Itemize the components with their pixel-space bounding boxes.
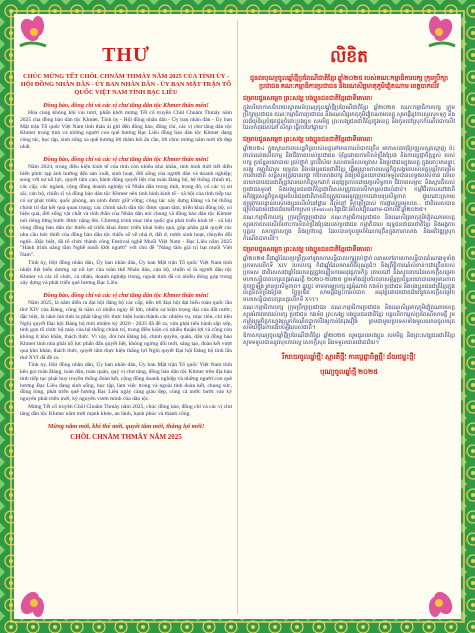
paragraph-khmer: ក្នុងបរិយាកាសរីករាយស្វាគមន៍បុណ្យចូលឆ្នាំថ្មីប្រពៃណីជាតិខ្មែរ ឆ្នាំ២០២៥ គណៈកម្មាធិការបក្ស ក្រុមប្រឹក្សាប្រជាជន គណៈកម្មាធិការប្រជាជន និងរណសិរ្សមាតុភូមិវៀតណាមខេត្ត សូមផ្ញើនូវការសួរសុខទុក្ខ និងពរជ័យដ៏ល្អបំផុតជូនចំពោះបងប្អូន សមមិត្ត ព្រះសង្ឃជនជាតិខ្មែរក្នុងខេត្ត និងកូនចៅស្រុកកំណើតបាកលីវដែលកំពុងរស់នៅ សិក្សា ធ្វើការនៅឆ្ងាយ។	[243, 105, 455, 132]
paragraph: Hòa cùng không khí vui tươi, phấn khởi mừng Tết cổ truyền Chôl Chnăm Thmây năm 2025 của đồng bào dân tộc Khmer, Tỉnh ủy - Hội đồng nhân dân - Ủy ban nhân dân - Ủy ban Mặt trận Tổ quốc Việt Nam tỉnh thân ái gửi đến đồng bào, đồng chí, các vị chư tăng dân tộc Khmer trong tỉnh và những người con quê hương Bạc Liêu đồng bào dân tộc Khmer đang công tác, học tập, sinh sống xa quê hương lời thăm hỏi ân cần, lời chúc mừng năm mới tốt đẹp nhất.	[20, 110, 232, 150]
paragraph: Tỉnh ủy, Hội đồng nhân dân, Ủy ban nhân dân, Ủy ban Mặt trận Tổ quốc Việt Nam tỉnh nhiệt liệt biểu dương sự nỗ lực của toàn thể Nhân dân, cán bộ, chiến sĩ là người dân tộc Khmer và các tổ chức, cá nhân, doanh nghiệp trong, ngoài tỉnh đã có nhiều đóng góp trong xây dựng và phát triển quê hương Bạc Liêu.	[20, 259, 232, 287]
closing-slogan: Mừng năm mới, khí thế mới, quyết tâm mới, thắng lợi mới!	[47, 422, 205, 430]
paragraph-khmer: គណៈកម្មាធិការបក្ស ក្រុមប្រឹក្សាប្រជាជន គណៈកម្មាធិការប្រជាជន និងរណសិរ្សមាតុភូមិវៀតណាមខេត្ត សូមអំពាវនាវដល់បក្ស ប្រជាជន កងទ័ព ព្រះសង្ឃ បងប្អូនជនជាតិខ្មែរ បន្តលើកកម្ពស់ប្រពៃណីសាមគ្គី រួមកម្លាំងរួមចិត្តកសាងស្រុកកំណើតបាកលីវឲ្យកាន់តែរុងរឿង ព្រមជាមួយប្រទេសទាំងមូលឈានចូលយុគសម័យថ្មីនៃការងើបឡើងរបស់ជាតិ។	[243, 304, 455, 332]
paragraph-khmer: ឆ្នាំ២០២៤ ក្នុងស្ថានភាពសេដ្ឋកិច្ចរបស់ខេត្តនៅមានការលំបាកច្រើន អាកាសធាតុប្រែប្រួលស្មុគស្មាញ ប៉ះពាល់ដល់ផលិតកម្ម និងជីវភាពរបស់ប្រជាជន ប៉ុន្តែដោយការខិតខំប្រឹងប្រែង និងការប្ដេជ្ញាចិត្តខ្ពស់ របស់បក្ស ប្រព័ន្ធនយោបាយ គ្រប់ថ្នាក់ គ្រប់វិស័យ សហគមន៍សហគ្រាស និងប្រជាជនក្នុងខេត្ត ក្នុងនោះមានព្រះសង្ឃ កម្មាភិបាល យុទ្ធជន និងបងប្អូនជនជាតិខ្មែរ ធ្វើឲ្យស្ថានភាពសេដ្ឋកិច្ចសង្គមរបស់ខេត្តបន្តរីកចម្រើន ការពារជាតិ សន្តិសុខត្រូវបានរក្សា ការកសាងបក្ស និងប្រព័ន្ធនយោបាយទទួលបានលទ្ធផលសំខាន់ គោលនយោបាយជនជាតិត្រូវបានយកចិត្តទុកដាក់ អនុវត្តប្រកបដោយប្រសិទ្ធភាព ជីវភាពសម្ភារៈ និងស្មារតីរបស់ប្រជាជនទូទៅ និងបងប្អូនជនជាតិខ្មែរជាពិសេសត្រូវបានលើកកម្ពស់ជាលំដាប់។ កម្មវិធីគោលដៅជាតិអភិវឌ្ឍសេដ្ឋកិច្ចសង្គមតំបន់ជនជាតិភាគតិចត្រូវបានអនុវត្តប្រកបដោយប្រសិទ្ធភាព ជួយដោះស្រាយតម្រូវការបន្ទាន់របស់បងប្អូនលើលំនៅដ្ឋាន ដីលំនៅ ទឹកប្រើប្រាស់ ការផ្លាស់ប្ដូរមុខរបរ... ជាពិសេសបានរៀបចំដោយជោគជ័យមហោស្រព (Festival) វិជ្ជាជីវៈអំបិលវៀតណាម-បាកលីវ ឆ្នាំ២០២៥។	[243, 146, 455, 214]
greeting: Đồng bào, đồng chí và các vị chư tăng dân tộc Khmer thân mến!	[43, 292, 209, 300]
signature-line-khmer: បុណ្យចូលឆ្នាំថ្មី ២០២៥	[320, 368, 378, 376]
paragraph: Tỉnh ủy, Hội đồng nhân dân, Ủy ban nhân dân, Ủy ban Mặt trận Tổ quốc Việt Nam tỉnh kêu gọi toàn Đảng, toàn dân, toàn quân, quý vị chư tăng, đồng bào dân tộc Khmer trên địa bàn tỉnh tiếp tục phát huy truyền thống đoàn kết, cộng đồng doanh nghiệp và những người con quê hương Bạc Liêu đang sinh sống, học tập, làm việc trong và ngoài tỉnh đoàn kết, chung sức, đồng lòng, phát triển quê hương Bạc Liêu ngày càng giàu đẹp, cùng cả nước bước vào kỷ nguyên phát triển mới, kỷ nguyên vươn mình của dân tộc.	[20, 362, 232, 403]
paragraph: Năm 2024, trong điều kiện kinh tế của tỉnh còn nhiều khó khăn, tình hình thời tiết diễn biến phức tạp ảnh hưởng đến sản xuất, sinh hoạt, đời sống của người dân và doanh nghiệp; song với sự nỗ lực, quyết tâm cao, hành động quyết liệt của toàn Đảng bộ, hệ thống chính trị, các cấp, các ngành, cộng đồng doanh nghiệp và Nhân dân trong tỉnh, trong đó, có các vị sư sãi, cán bộ, chiến sĩ và đồng bào dân tộc Khmer nên tình hình kinh tế - xã hội của tỉnh tiếp tục có sự phát triển; quốc phòng, an ninh được giữ vững; công tác xây dựng Đảng và hệ thống chính trị đạt kết quả quan trọng; các chính sách dân tộc được quan tâm, triển khai đồng bộ, có hiệu quả, đời sống vật chất và tinh thần của Nhân dân nói chung và đồng bào dân tộc Khmer nói riêng từng bước được nâng lên. Chương trình mục tiêu quốc gia phát triển kinh tế - xã hội vùng đồng bào dân tộc thiểu số triển khai được triển khai hiệu quả, góp phần giải quyết các nhu cầu bức thiết của đồng bào dân tộc thiểu số về nhà ở, đất ở, nước sinh hoạt, chuyển đổi nghề...Đặc biệt, đã tổ chức thành công Festival nghề Muối Việt Nam - Bạc Liêu năm 2025 "Hành trình nâng tầm Nghề muối Đời người" với chủ đề "Nâng tầm giá trị hạt muối Việt Nam".	[20, 163, 232, 259]
letter-title: THƯ	[102, 44, 150, 66]
greeting-khmer: ជម្រាបជូនសម្ដេច ព្រះសង្ឃ បងប្អូនជនជាតិខ្មែរជាទីគោរព!	[243, 136, 373, 144]
khmer-column	[243, 14, 455, 619]
column-divider	[237, 20, 238, 614]
letter-title-khmer: លិខិត	[330, 47, 368, 66]
closing-slogan-khmer: រីករាយចូលឆ្នាំថ្មី! ស្មារតីថ្មី! ការប្ដេជ្ញាចិត្តថ្មី! ជ័យជម្នះថ្មី!	[282, 353, 416, 361]
paragraph-khmer: ឱកាសបុណ្យចូលឆ្នាំថ្មីប្រពៃណីជាតិខ្មែរ ឆ្នាំ២០២៥ សូមជូនពរបងប្អូន សមមិត្ត និងព្រះសង្ឃជនជាតិខ្មែរ សូមទទួលបាននូវសុខភាពល្អ សេចក្ដីសុខ និងទទួលបានជោគជ័យ។	[243, 333, 455, 346]
vietnamese-column	[20, 14, 232, 619]
greeting: Đồng bào, đồng chí và các vị chư tăng dân tộc Khmer thân mến!	[43, 102, 209, 109]
greeting-khmer: ជម្រាបជូនសម្ដេច ព្រះសង្ឃ បងប្អូនជនជាតិខ្មែរជាទីគោរព!	[243, 95, 373, 102]
greeting: Đồng bào, đồng chí và các vị chư tăng dân tộc Khmer thân mến!	[43, 155, 209, 163]
letter-subtitle: CHÚC MỪNG TẾT CHÔL CHNĂM THMÂY NĂM 2025 CỦA TỈNH ỦY - HỘI ĐỒNG NHÂN DÂN - ỦY BAN NHÂN DÂN - ỦY BAN MẶT TRẬN TỔ QUỐC VIỆT NAM TỈNH BẠC LIÊU	[20, 73, 232, 96]
paragraph: Năm 2025, là năm diễn ra đại hội đảng bộ các cấp, tiến tới Đại hội đại biểu toàn quốc lần thứ XIV của Đảng, cũng là năm có nhiều ngày lễ lớn, nhiều sự kiện trọng đại của đất nước; đặc biệt, là năm mà tỉnh ta phải tăng tốc thực hiện hoàn thành các nhiệm vụ, mục tiêu, chỉ tiêu Nghị quyết Đại hội Đảng bộ tỉnh nhiệm kỳ 2020 - 2025 đã đề ra, vừa phải tiến hành sắp xếp, tinh gọn tổ chức bộ máy của hệ thống chính trị, trong điều kiện có nhiều thuận lợi và cũng còn không ít khó khăn, thách thức. Vì vậy, đòi hỏi Đảng bộ, chính quyền, quân, dân và đồng bào Khmer tỉnh nhà phải nỗ lực phấn đấu quyết liệt, không ngừng đổi mới, sáng tạo, đoàn kết vượt qua khó khăn, thách thức, quyết tâm thực hiện thắng lợi Nghị quyết Đại hội Đảng bộ tỉnh lần thứ XVI đã đề ra.	[20, 300, 232, 361]
greeting-khmer: ជម្រាបជូនសម្ដេច ព្រះសង្ឃ បងប្អូនជនជាតិខ្មែរជាទីគោរព!	[243, 246, 373, 254]
signature-line: CHÔL CHNĂM THMÂY NĂM 2025	[70, 432, 182, 441]
letter-paper	[14, 14, 461, 619]
letter-subtitle-khmer: ជូនពរបុណ្យចូលឆ្នាំថ្មីប្រពៃណីជាតិខ្មែរ ឆ្នាំ២០២៥ របស់គណៈកម្មាធិការបក្ស ក្រុមប្រឹក្សាប្រជាជន គណៈកម្មាធិការប្រជាជន និងរណសិរ្សមាតុភូមិវៀតណាម ខេត្តបាកលីវ	[249, 75, 449, 90]
paragraph-khmer: គណៈកម្មាធិការបក្ស ក្រុមប្រឹក្សាប្រជាជន គណៈកម្មាធិការប្រជាជន និងរណសិរ្សមាតុភូមិវៀតណាមខេត្ត សូមកោតសរសើរចំពោះការខិតខំប្រឹងប្រែងរបស់ប្រជាជន កម្មាភិបាល យុទ្ធជនជាជនជាតិខ្មែរ និងអង្គការ បុគ្គល សហគ្រាសក្នុង និងក្រៅខេត្ត ដែលបានចូលរួមចំណែកច្រើនក្នុងការកសាង និងអភិវឌ្ឍស្រុកកំណើតបាកលីវ។	[243, 215, 455, 242]
paragraph-khmer: ឆ្នាំ២០២៥ គឺជាឆ្នាំដែលប្រព្រឹត្តទៅនូវមហាសន្និបាតបក្សគ្រប់ថ្នាក់ ឈានទៅរកមហាសន្និបាតតំណាងទូទាំងប្រទេសលើកទី XIV របស់បក្ស ក៏ជាឆ្នាំដែលមានពិធីបុណ្យធំៗ និងព្រឹត្តិការណ៍សំខាន់ៗជាច្រើនរបស់ប្រទេស ជាពិសេសជាឆ្នាំដែលខេត្តត្រូវពន្លឿនការអនុវត្តភារកិច្ច គោលដៅ និងសូចនាករនៃសេចក្ដីសម្រេចមហាសន្និបាតបក្សខេត្តអាណត្តិ ២០២០-២០២៥ ព្រមទាំងរៀបចំរចនាសម្ព័ន្ធប្រព័ន្ធនយោបាយឲ្យមានភាពតូចច្រឡឹង មានប្រសិទ្ធភាព។ ដូច្នេះ ទាមទារឲ្យបក្ស រដ្ឋអំណាច កងទ័ព ប្រជាជន និងបងប្អូនជនជាតិខ្មែរក្នុងខេត្តខិតខំប្រឹងប្រែង ច្នៃប្រឌិត សាមគ្គីជម្នះការលំបាក អនុវត្តដោយជោគជ័យនូវសេចក្ដីសម្រេចមហាសន្និបាតបក្សខេត្តលើកទី XVI។	[243, 256, 455, 304]
paragraph: Mừng Tết cổ truyền Chôl Chnăm Thmây năm 2025, chúc đồng bào, đồng chí và các vị chư tăng dân tộc Khmer năm mới mạnh khỏe, an lành, hạnh phúc và thành công.	[20, 404, 232, 417]
